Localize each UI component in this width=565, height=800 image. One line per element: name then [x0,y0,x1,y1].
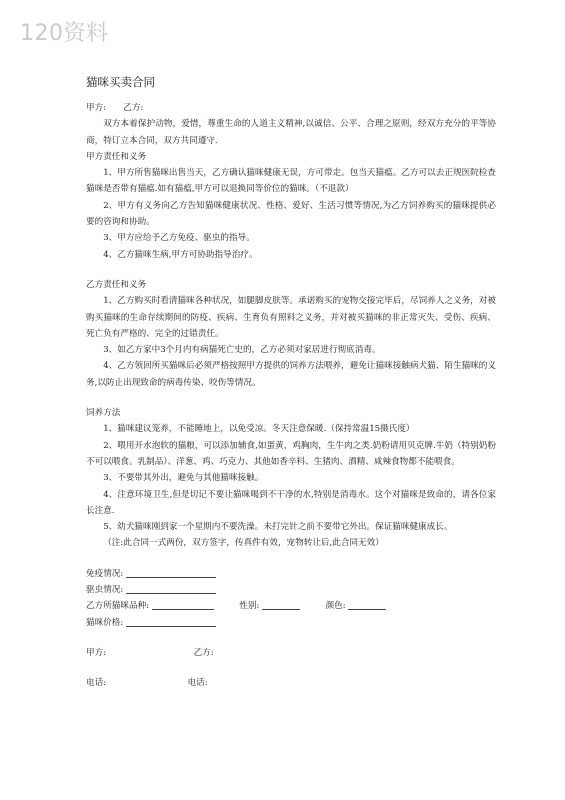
party-a-signature-label: 甲方: [86,647,107,658]
price-label: 猫咪价格: [86,617,124,628]
breed-field[interactable] [152,598,214,610]
price-row [86,615,496,631]
vaccine-label: 免疫情况: [86,568,124,579]
section-heading-party-b: 乙方责任和义务 [86,279,147,290]
document-title: 猫咪买卖合同 [86,75,155,89]
breed-label: 乙方所猫咪品种: [86,601,150,612]
party-a-item: 2、甲方有义务向乙方告知猫咪健康状况、性格、爱好、生活习惯等情况,为乙方饲养购买的猫咪提供必要的咨询和协助。 [86,200,496,228]
deworm-field[interactable] [126,582,216,594]
feeding-item: 5、幼犬猫咪刚到家一个星期内不要洗澡。未打完针之前不要带它外出。保证猫咪健康成长。 [103,522,453,533]
party-a-item: 3、甲方应给予乙方免疫、驱虫的指导。 [103,233,255,244]
deworm-row [86,582,496,598]
party-a-item: 1、甲方所售猫咪出售当天，乙方确认猫咪健康无误，方可带走。包当天猫瘟。乙方可以去正规医院检查猫咪是否带有猫瘟.如有猫瘟,甲方可以退换同等价位的猫咪。（不退款） [86,168,496,195]
party-b-signature-label: 乙方: [193,647,214,658]
breed-row [86,598,496,614]
feeding-item: 3、不要带其外出，避免与其他猫咪接触。 [103,473,264,484]
color-label: 颜色: [325,601,346,612]
parties-line: 甲方: 乙方: [86,103,144,113]
watermark-logo: 120资料 [20,21,109,46]
party-b-item: 4、乙方领回所买猫咪后必须严格按照甲方提供的饲养方法喂养，避免让猫咪接触病犬猫、陌生猫咪的义务,以防止出现致命的病毒传染、咬伤等情况。 [86,361,496,388]
party-a-item: 4、乙方猫咪生病,甲方可协助指导治疗。 [103,249,258,260]
party-b-item: 1、乙方购买时看清猫咪各种状况，如腿脚皮肤等。承诺购买的宠物交接完毕后，尽饲养人之义务，对被购买猫咪的生命存续期间的防疫、疾病、生育负有照料之义务，并对被买猫咪的非正常灭失、受伤、疾病、死亡负有严格的、完全的过错责任。 [86,296,496,339]
vaccine-field[interactable] [126,566,216,578]
party-b-item: 3、如乙方家中3个月内有病猫死亡史的，乙方必须对家居进行彻底消毒。 [103,345,381,356]
party-b-phone-label: 电话: [187,678,208,689]
party-a-phone-label: 电话: [86,678,107,689]
deworm-label: 驱虫情况: [86,585,124,596]
preamble-paragraph: 双方本着保护动物，爱惜，尊重生命的人道主义精神,以诚信、公平、合理之原则，经双方充分的平等协商，特订立本合同，双方共同遵守. [86,119,496,146]
document-body [86,100,496,692]
contract-note: （注:此合同一式两份，双方签字，传真件有效，宠物转让后,此合同无效） [103,538,384,549]
feeding-item: 2、喂用开水泡软的猫粮，可以添加辅食,如蛋黄，鸡胸肉，生牛肉之类.奶粉请用贝克牌.牛奶（特别奶粉不可以喂食。乳制品）、洋葱、鸡、巧克力、其他如香辛料、生猪肉、酒精、咸辣食物都不能喂食。 [86,440,496,467]
phone-row [86,675,496,691]
color-field[interactable] [348,598,386,610]
feeding-item: 1、猫咪建议笼养，不能睡地上，以免受凉。冬天注意保暖.（保持常温15摄氏度） [103,424,415,435]
feeding-item: 4、注意环境卫生,但是切记不要让猫咪喝到不干净的水,特别是消毒水。这个对猫咪是致命的，请各位家长注意. [86,489,496,516]
signature-row [86,645,496,661]
vaccine-row [86,566,496,582]
section-heading-feeding: 饲养方法 [86,408,121,419]
price-field[interactable] [126,615,216,627]
gender-field[interactable] [262,598,300,610]
gender-label: 性别: [239,601,260,612]
section-heading-party-a: 甲方责任和义务 [86,151,147,162]
